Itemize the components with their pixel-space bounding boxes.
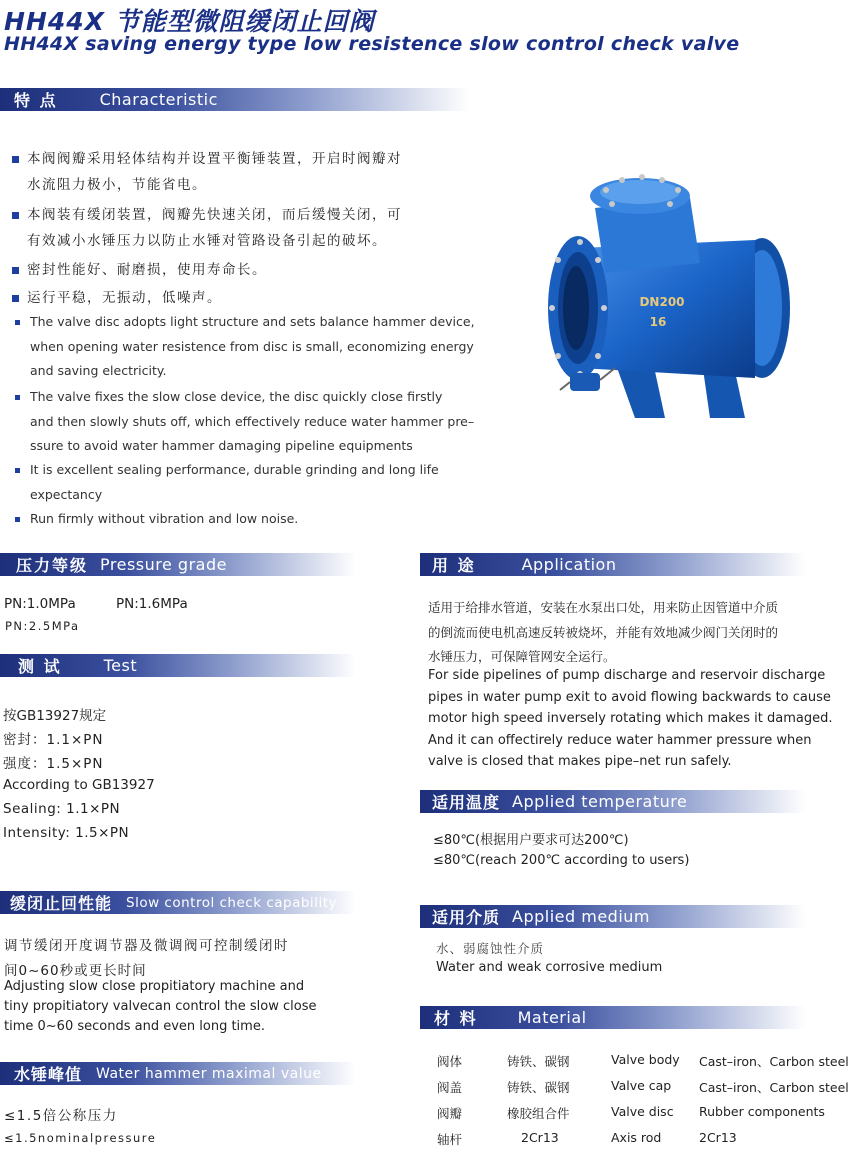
medium-line-2: Water and weak corrosive medium xyxy=(436,960,663,975)
material-row-2-part-en: Valve cap xyxy=(611,1078,672,1093)
char-cn-item-2-cont: 有效减小水锤压力以防止水锤对管路设备引起的破坏。 xyxy=(27,233,387,249)
char-cn-item-4: 运行平稳，无振动，低噪声。 xyxy=(12,286,222,306)
water-hammer-line-1: ≤1.5倍公称压力 xyxy=(4,1108,118,1124)
section-header-test: 测 试 Test xyxy=(0,654,356,677)
slow-control-line-3: Adjusting slow close propitiatory machine and xyxy=(4,979,305,994)
material-row-4-material-cn: 2Cr13 xyxy=(521,1130,559,1145)
material-row-3-part-cn: 阀瓣 xyxy=(437,1106,463,1121)
test-line-5: Sealing: 1.1×PN xyxy=(3,801,121,817)
test-line-1: 按GB13927规定 xyxy=(3,708,107,724)
medium-line-1: 水、弱腐蚀性介质 xyxy=(436,941,545,956)
material-row-4-material-en: 2Cr13 xyxy=(699,1130,737,1145)
application-en-line-2: pipes in water pump exit to avoid flowing backwards to cause xyxy=(428,690,831,705)
temperature-line-2: ≤80℃(reach 200℃ according to users) xyxy=(433,853,690,868)
char-cn-item-1: 本阀阀瓣采用轻体结构并设置平衡锤装置，开启时阀瓣对 xyxy=(12,147,402,167)
material-row-3-part-en: Valve disc xyxy=(611,1104,674,1119)
section-header-characteristic: 特 点 Characteristic xyxy=(0,88,470,111)
char-en-item-3-cont: expectancy xyxy=(30,487,103,502)
material-row-2-material-cn: 铸铁、碳钢 xyxy=(507,1080,570,1095)
temperature-line-1: ≤80℃(根据用户要求可达200℃) xyxy=(433,833,629,848)
application-en-line-1: For side pipelines of pump discharge and reservoir discharge xyxy=(428,668,826,683)
pressure-pn-2: PN:1.6MPa xyxy=(116,596,188,612)
char-en-item-1-cont1: when opening water resistence from disc is small, economizing energy xyxy=(30,339,474,354)
char-en-item-2-cont1: and then slowly shuts off, which effectively reduce water hammer pre– xyxy=(30,414,475,429)
material-row-1-material-cn: 铸铁、碳钢 xyxy=(507,1054,570,1069)
section-header-temperature: 适用温度 Applied temperature xyxy=(420,790,806,813)
material-row-4-part-cn: 轴杆 xyxy=(437,1132,463,1147)
slow-control-line-1: 调节缓闭开度调节器及微调阀可控制缓闭时 xyxy=(4,938,289,954)
valve-marking-size: DN200 xyxy=(639,295,685,309)
section-header-application: 用 途 Application xyxy=(420,553,806,576)
material-row-1-material-en: Cast–iron、Carbon steel xyxy=(699,1054,849,1069)
material-row-1-part-en: Valve body xyxy=(611,1052,680,1067)
char-cn-item-3: 密封性能好、耐磨损，使用寿命长。 xyxy=(12,258,267,278)
material-row-1-part-cn: 阀体 xyxy=(437,1054,463,1069)
application-en-line-4: And it can offectirely reduce water hammer pressure when xyxy=(428,733,812,748)
char-cn-item-2: 本阀装有缓闭装置，阀瓣先快速关闭，而后缓慢关闭，可 xyxy=(12,203,402,223)
slow-control-line-2: 间0~60秒或更长时间 xyxy=(4,963,147,979)
page-title-cn: HH44X 节能型微阻缓闭止回阀 xyxy=(4,7,375,36)
char-en-item-2-cont2: ssure to avoid water hammer damaging pipeline equipments xyxy=(30,438,413,453)
char-en-item-1: The valve disc adopts light structure and sets balance hammer device, xyxy=(15,314,475,329)
application-cn-line-1: 适用于给排水管道，安装在水泵出口处，用来防止因管道中介质 xyxy=(428,600,779,615)
char-en-item-3: It is excellent sealing performance, durable grinding and long life xyxy=(15,462,439,477)
section-header-pressure: 压力等级 Pressure grade xyxy=(0,553,356,576)
pressure-pn-3: PN:2.5MPa xyxy=(5,619,80,633)
char-en-item-4: Run firmly without vibration and low noise. xyxy=(15,511,298,526)
test-line-4: According to GB13927 xyxy=(3,777,155,793)
valve-illustration xyxy=(540,168,800,428)
section-header-material: 材 料 Material xyxy=(420,1006,806,1029)
slow-control-line-4: tiny propitiatory valvecan control the slow close xyxy=(4,999,317,1014)
valve-marking-pressure: 16 xyxy=(649,315,667,329)
char-cn-item-1-cont: 水流阻力极小，节能省电。 xyxy=(27,177,207,193)
application-cn-line-3: 水锤压力，可保障管网安全运行。 xyxy=(428,649,616,664)
test-line-2: 密封：1.1×PN xyxy=(3,732,104,748)
application-cn-line-2: 的倒流而使电机高速反转被烧坏，并能有效地减少阀门关闭时的 xyxy=(428,625,779,640)
section-header-medium: 适用介质 Applied medium xyxy=(420,905,806,928)
material-row-3-material-cn: 橡胶组合件 xyxy=(507,1106,570,1121)
page-title-en: HH44X saving energy type low resistence slow control check valve xyxy=(4,33,740,55)
material-row-3-material-en: Rubber components xyxy=(699,1104,825,1119)
application-en-line-5: valve is closed that makes pipe–net run safely. xyxy=(428,754,732,769)
material-row-2-material-en: Cast–iron、Carbon steel xyxy=(699,1080,849,1095)
water-hammer-line-2: ≤1.5nominalpressure xyxy=(4,1131,157,1145)
section-header-water-hammer: 水锤峰值 Water hammer maximal value xyxy=(0,1062,356,1085)
char-en-item-1-cont2: and saving electricity. xyxy=(30,363,167,378)
section-header-slow-control: 缓闭止回性能 Slow control check capability xyxy=(0,891,356,914)
test-line-6: Intensity: 1.5×PN xyxy=(3,825,130,841)
slow-control-line-5: time 0~60 seconds and even long time. xyxy=(4,1019,265,1034)
material-row-2-part-cn: 阀盖 xyxy=(437,1080,463,1095)
test-line-3: 强度：1.5×PN xyxy=(3,756,104,772)
char-en-item-2: The valve fixes the slow close device, the disc quickly close firstly xyxy=(15,389,442,404)
pressure-pn-1: PN:1.0MPa xyxy=(4,596,76,612)
material-row-4-part-en: Axis rod xyxy=(611,1130,662,1145)
application-en-line-3: motor high speed inversely rotating which makes it damaged. xyxy=(428,711,833,726)
